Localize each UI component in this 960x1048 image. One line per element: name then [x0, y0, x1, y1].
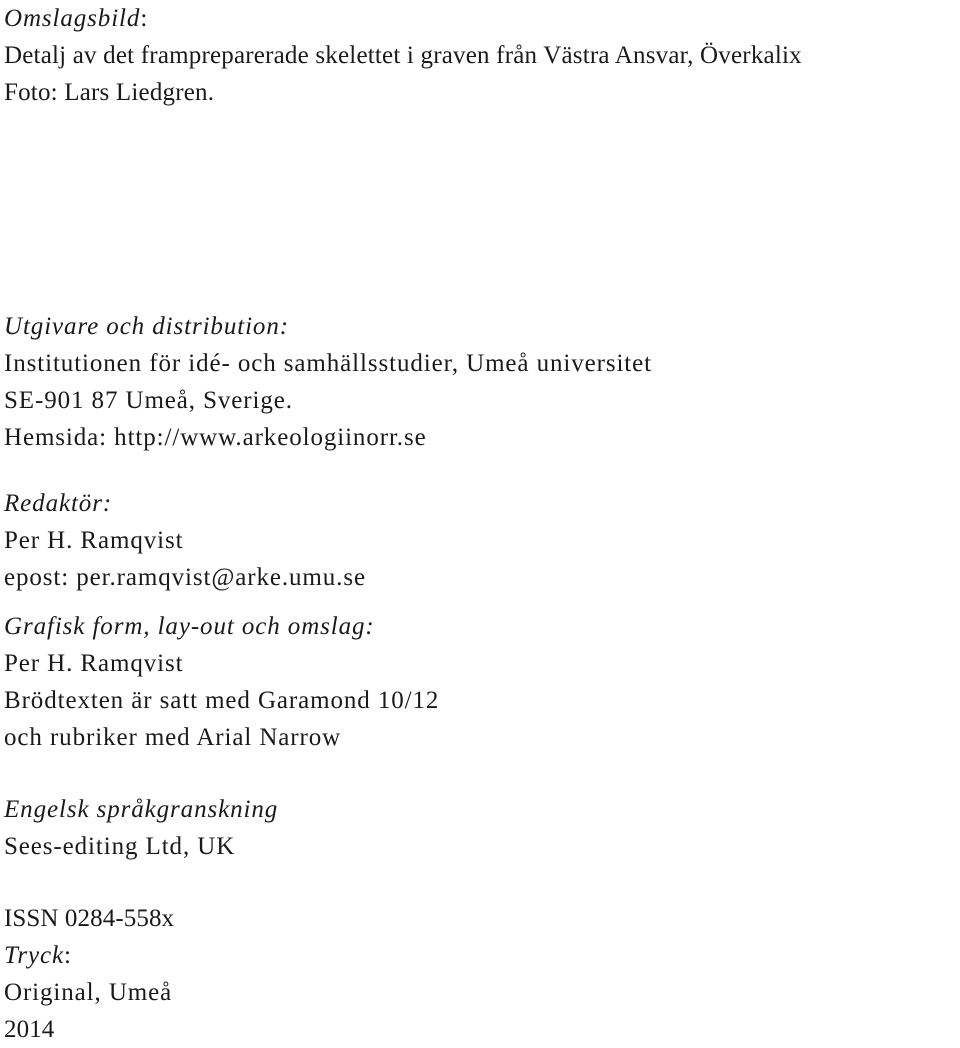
issn-number: ISSN 0284-558x [4, 905, 175, 932]
cover-photo-credit: Foto: Lars Liedgren. [4, 79, 215, 106]
publisher-address: SE-901 87 Umeå, Sverige. [4, 387, 293, 414]
print-heading: Tryck [4, 942, 65, 969]
cover-heading: Omslagsbild [4, 5, 141, 32]
design-section [4, 608, 439, 756]
cover-heading-colon: : [140, 5, 149, 32]
language-heading: Engelsk språkgranskning [4, 796, 279, 823]
design-heading-font: och rubriker med Arial Narrow [4, 724, 342, 751]
publisher-heading: Utgivare och distribution: [4, 313, 289, 340]
language-review-section [4, 791, 278, 865]
cover-description: Detalj av det frampreparerade skelettet i graven från Västra Ansvar, Överkalix [4, 42, 802, 69]
print-heading-colon: : [64, 942, 72, 969]
publisher-institution: Institutionen för idé- och samhällsstudier, Umeå universitet [4, 350, 652, 377]
editor-name: Per H. Ramqvist [4, 527, 184, 554]
cover-image-section [4, 0, 802, 111]
print-section [4, 900, 174, 1048]
editor-section [4, 485, 366, 596]
design-heading: Grafisk form, lay-out och omslag: [4, 613, 375, 640]
language-reviewer: Sees-editing Ltd, UK [4, 833, 236, 860]
cover-heading-line [4, 0, 802, 37]
print-heading-line [4, 937, 174, 974]
printer-name: Original, Umeå [4, 979, 173, 1006]
publication-year: 2014 [4, 1016, 55, 1043]
design-body-font: Brödtexten är satt med Garamond 10/12 [4, 687, 440, 714]
publisher-website[interactable]: Hemsida: http://www.arkeologiinorr.se [4, 424, 427, 451]
editor-email[interactable]: epost: per.ramqvist@arke.umu.se [4, 564, 366, 591]
design-name: Per H. Ramqvist [4, 650, 184, 677]
editor-heading: Redaktör: [4, 490, 113, 517]
publisher-section [4, 308, 652, 456]
